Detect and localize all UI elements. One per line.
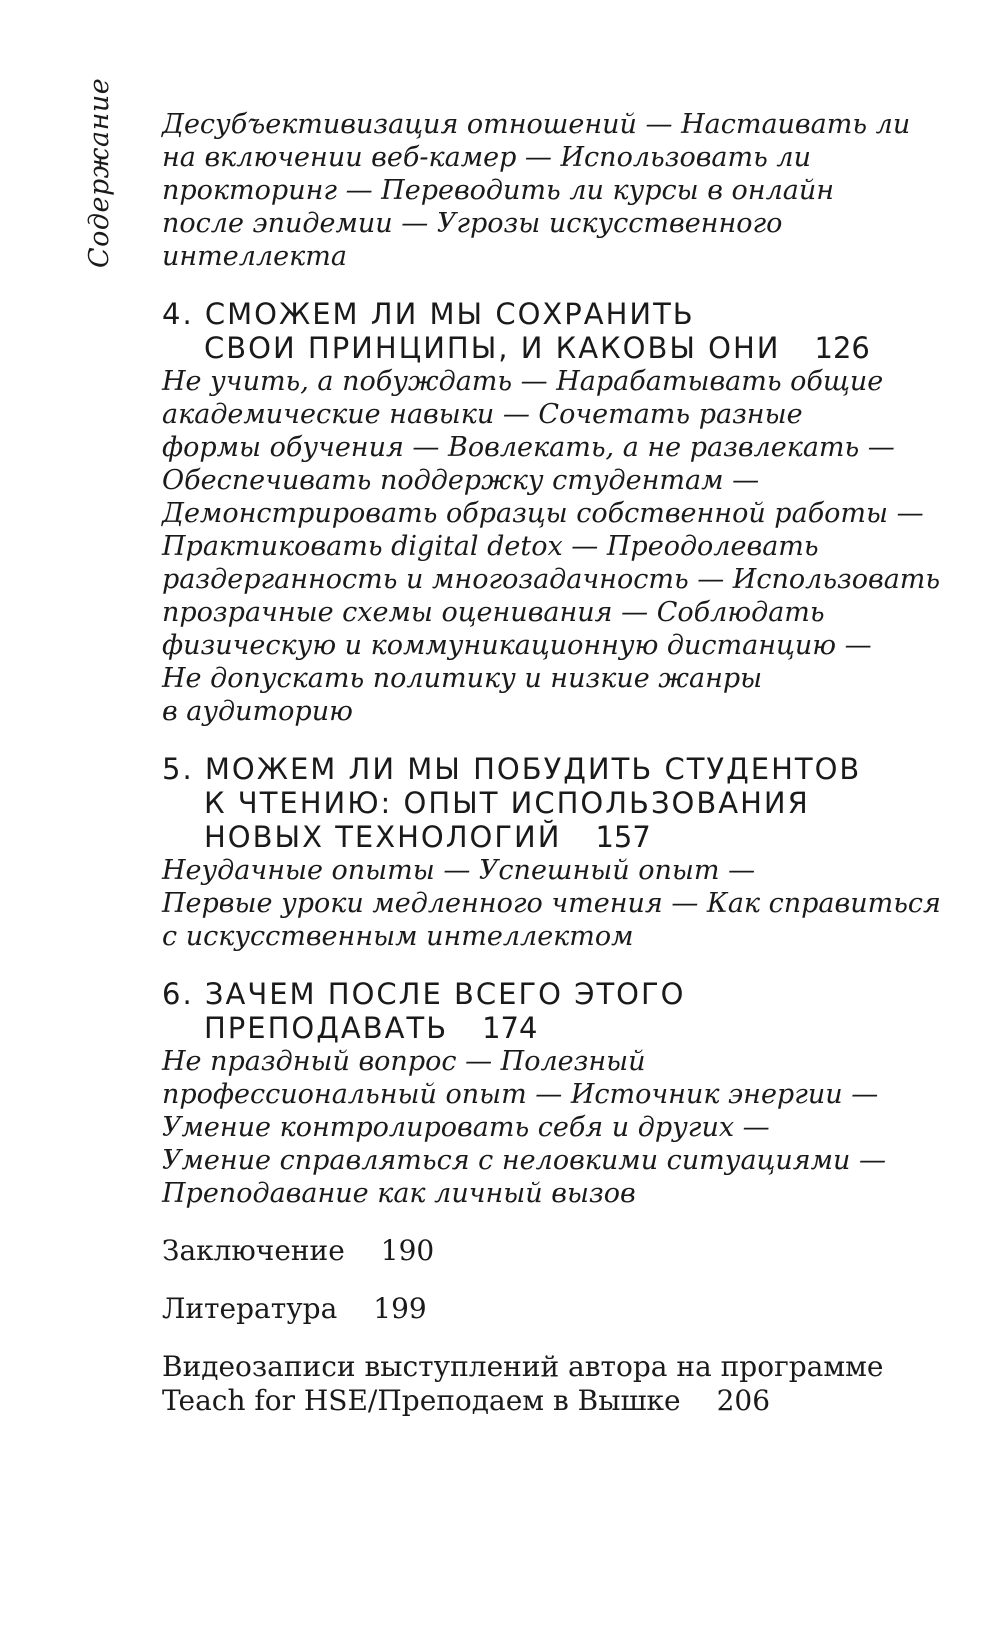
description-line: Преподавание как личный вызов	[162, 1178, 636, 1209]
description-line: Обеспечивать поддержку студентам —	[162, 465, 760, 496]
description-line: физическую и коммуникационную дистанцию —	[162, 630, 872, 661]
chapter-title-line-with-page	[162, 820, 952, 854]
description-line: формы обучения — Вовлекать, а не развлекать —	[162, 432, 895, 463]
chapter-title-line: 6. ЗАЧЕМ ПОСЛЕ ВСЕГО ЭТОГО	[162, 977, 686, 1011]
description-line: Не допускать политику и низкие жанры	[162, 663, 763, 694]
description-line: на включении веб-камер — Использовать ли	[162, 142, 811, 173]
description-line: Неудачные опыты — Успешный опыт —	[162, 855, 756, 886]
description-line: Умение контролировать себя и других —	[162, 1112, 770, 1143]
video-recordings-line-2: Teach for HSE/Преподаем в Вышке	[162, 1384, 681, 1417]
description-line: Демонстрировать образцы собственной работы —	[162, 498, 924, 529]
chapter-6-entry[interactable]	[162, 977, 952, 1210]
description-line: академические навыки — Сочетать разные	[162, 399, 803, 430]
description-line: Не праздный вопрос — Полезный	[162, 1046, 646, 1077]
page-number: 157	[595, 820, 651, 854]
page-number: 206	[716, 1384, 771, 1417]
description-line: Практиковать digital detox — Преодолевать	[162, 531, 819, 562]
running-head	[84, 0, 124, 1652]
literature-entry[interactable]	[162, 1292, 952, 1326]
running-head-label: Содержание	[84, 77, 115, 268]
chapter-title-line: 4. СМОЖЕМ ЛИ МЫ СОХРАНИТЬ	[162, 297, 695, 331]
page-number: 174	[482, 1011, 538, 1045]
description-line: Не учить, а побуждать — Нарабатывать общие	[162, 366, 884, 397]
description-line: прозрачные схемы оценивания — Соблюдать	[162, 597, 825, 628]
table-of-contents	[162, 108, 952, 1418]
description-line: Умение справляться с неловкими ситуациями —	[162, 1145, 887, 1176]
chapter-title-text: СВОИ ПРИНЦИПЫ, И КАКОВЫ ОНИ	[204, 331, 781, 365]
conclusion-label: Заключение	[162, 1234, 345, 1267]
chapter-title-line-with-page	[162, 1011, 952, 1045]
description-line: в аудиторию	[162, 696, 353, 727]
video-recordings-entry[interactable]	[162, 1350, 952, 1418]
page-number: 126	[814, 331, 870, 365]
conclusion-entry[interactable]	[162, 1234, 952, 1268]
description-line: интеллекта	[162, 241, 347, 272]
page-number: 190	[380, 1234, 435, 1267]
description-line: Десубъективизация отношений — Настаивать ли	[162, 109, 911, 140]
chapter-title-line: К ЧТЕНИЮ: ОПЫТ ИСПОЛЬЗОВАНИЯ	[204, 786, 810, 820]
description-line: прокторинг — Переводить ли курсы в онлайн	[162, 175, 835, 206]
page-number: 199	[373, 1292, 427, 1325]
description-line: раздерганность и многозадачность — Использовать	[162, 564, 941, 595]
video-recordings-line-1: Видеозаписи выступлений автора на программе	[162, 1350, 884, 1383]
chapter-title-text: ПРЕПОДАВАТЬ	[204, 1011, 449, 1045]
description-line: Первые уроки медленного чтения — Как справиться	[162, 888, 941, 919]
chapter-title-text: НОВЫХ ТЕХНОЛОГИЙ	[204, 820, 562, 854]
chapter-4-entry[interactable]	[162, 297, 952, 728]
chapter-title-line-with-page	[162, 331, 952, 365]
description-line: профессиональный опыт — Источник энергии —	[162, 1079, 879, 1110]
chapter-5-entry[interactable]	[162, 752, 952, 953]
literature-label: Литература	[162, 1292, 338, 1325]
description-line: с искусственным интеллектом	[162, 921, 634, 952]
chapter-title-line: 5. МОЖЕМ ЛИ МЫ ПОБУДИТЬ СТУДЕНТОВ	[162, 752, 862, 786]
intro-description	[162, 108, 952, 273]
description-line: после эпидемии — Угрозы искусственного	[162, 208, 783, 239]
